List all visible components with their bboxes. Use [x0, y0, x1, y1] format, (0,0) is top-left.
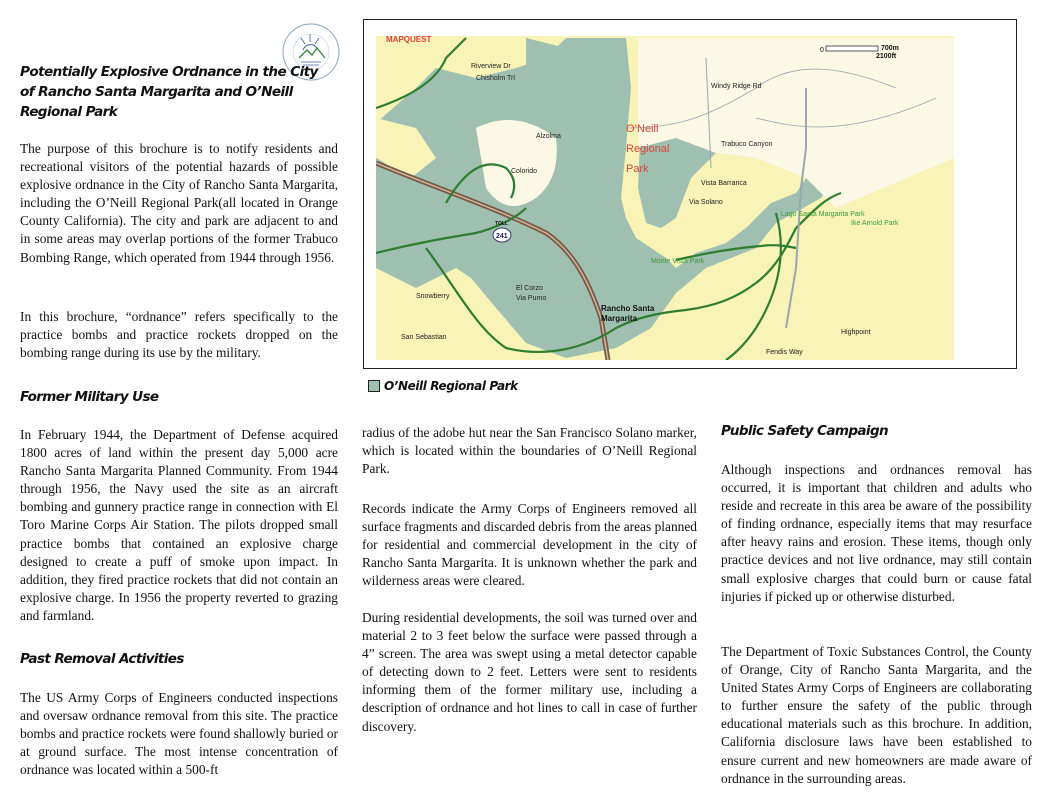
- svg-text:Snowberry: Snowberry: [416, 293, 450, 300]
- svg-text:MAPQUEST: MAPQUEST: [386, 35, 432, 44]
- intro-paragraph-1: The purpose of this brochure is to notify residents and recreational visitors of the potential hazards of possible explosive ordnance in the City of Rancho Santa Margarita, including the O’Neill Regional Park(all located in Orange County California). The city and park are adjacent to and in some areas may overlap portions of the former Trabuco Bombing Range, which operated from 1944 through 1956.: [20, 141, 338, 265]
- svg-text:Colorido: Colorido: [511, 168, 538, 175]
- svg-text:Riverview Dr: Riverview Dr: [471, 63, 511, 70]
- svg-text:Alzolma: Alzolma: [536, 133, 561, 140]
- section-heading-public-safety: Public Safety Campaign: [721, 423, 889, 439]
- svg-text:Highpoint: Highpoint: [841, 329, 871, 336]
- legend-label: O’Neill Regional Park: [384, 379, 518, 393]
- section-heading-former-military-use: Former Military Use: [20, 389, 159, 405]
- svg-text:El Corzo: El Corzo: [516, 285, 543, 292]
- section-heading-past-removal: Past Removal Activities: [20, 651, 184, 667]
- park-color-swatch: [368, 380, 380, 392]
- svg-text:TOLL: TOLL: [495, 221, 508, 227]
- svg-text:Vista Barranca: Vista Barranca: [701, 180, 747, 187]
- page-title: Potentially Explosive Ordnance in the City of Rancho Santa Margarita and O’Neill Regional Park: [20, 64, 318, 120]
- former-military-use-paragraph: In February 1944, the Department of Defense acquired 1800 acres of land within the present day 5,000 acre Rancho Santa Margarita Planned Community. From 1944 through 1956, the Navy used the site as an aircraft bombing and gunnery practice range in connection with El Toro Marine Corps Air Station. The pilots dropped small practice bombs that contained an explosive charge designed to create a puff of smoke upon impact. In addition, they fired practice rockets that did not contain an explosive charge. In 1956 the property reverted to grazing and farmland.: [20, 427, 338, 623]
- svg-text:Park: Park: [626, 163, 649, 175]
- svg-text:Margarita: Margarita: [601, 314, 638, 323]
- svg-text:Ike Arnold Park: Ike Arnold Park: [851, 220, 899, 227]
- svg-text:241: 241: [496, 233, 508, 240]
- svg-text:Windy Ridge Rd: Windy Ridge Rd: [711, 83, 762, 90]
- map-graphic: [376, 28, 954, 360]
- svg-text:Via Solano: Via Solano: [689, 199, 723, 206]
- map-legend: [368, 379, 518, 393]
- intro-paragraph-2: In this brochure, “ordnance” refers specifically to the practice bombs and practice rockets dropped on the bombing range during its use by the military.: [20, 309, 338, 361]
- svg-text:0: 0: [820, 47, 824, 54]
- past-removal-paragraph-1: The US Army Corps of Engineers conducted inspections and oversaw ordnance removal from this site. The practice bombs and practice rockets were found shallowly buried or at ground surface. The most intense concentration of ordnance was located within a 500-ft: [20, 690, 338, 778]
- past-removal-paragraph-3: Records indicate the Army Corps of Engineers removed all surface fragments and discarded debris from the areas planned for residential and commercial development in the city of Rancho Santa Margarita. It is unknown whether the park and wilderness areas were cleared.: [362, 501, 697, 589]
- svg-text:Monte Vista Park: Monte Vista Park: [651, 258, 705, 265]
- past-removal-paragraph-4: During residential developments, the soil was turned over and material 2 to 3 feet below the surface were passed through a 4” screen. The area was swept using a metal detector capable of detecting down to 2 feet. Letters were sent to residents informing them of the former military use, including a description of ordnance and hot lines to call in case of further discovery.: [362, 610, 697, 734]
- svg-text:O’Neill: O’Neill: [626, 123, 659, 135]
- svg-text:Via Pumo: Via Pumo: [516, 295, 547, 302]
- svg-text:Trabuco Canyon: Trabuco Canyon: [721, 141, 773, 148]
- svg-text:Chisholm Trl: Chisholm Trl: [476, 75, 515, 82]
- public-safety-paragraph-1: Although inspections and ordnances removal has occurred, it is important that children and adults who reside and recreate in this area be aware of the possibility of finding ordnance, especially items that may resurface after heavy rains and erosion. These items, though only practice devices and not live ordnance, may still contain small explosive charges that could burn or cause fatal injuries if picked up or otherwise disturbed.: [721, 462, 1032, 604]
- svg-text:Rancho Santa: Rancho Santa: [601, 304, 655, 313]
- public-safety-paragraph-2: The Department of Toxic Substances Control, the County of Orange, City of Rancho Santa Margarita, and the United States Army Corps of Engineers are collaborating to further ensure the safety of the public through educational materials such as this brochure. In addition, California disclosure laws have been established to ensure current and new homeowners are made aware of ordnance in the surrounding areas.: [721, 644, 1032, 786]
- svg-text:Fendis Way: Fendis Way: [766, 349, 803, 356]
- area-map: [363, 19, 1017, 369]
- svg-text:2100ft: 2100ft: [876, 53, 897, 60]
- past-removal-paragraph-2: radius of the adobe hut near the San Francisco Solano marker, which is located within the boundaries of O’Neill Regional Park.: [362, 425, 697, 477]
- svg-text:Lago Santa Margarita Park: Lago Santa Margarita Park: [781, 211, 865, 218]
- svg-text:Regional: Regional: [626, 143, 670, 155]
- svg-text:San Sebastian: San Sebastian: [401, 334, 447, 341]
- svg-text:700m: 700m: [881, 45, 899, 52]
